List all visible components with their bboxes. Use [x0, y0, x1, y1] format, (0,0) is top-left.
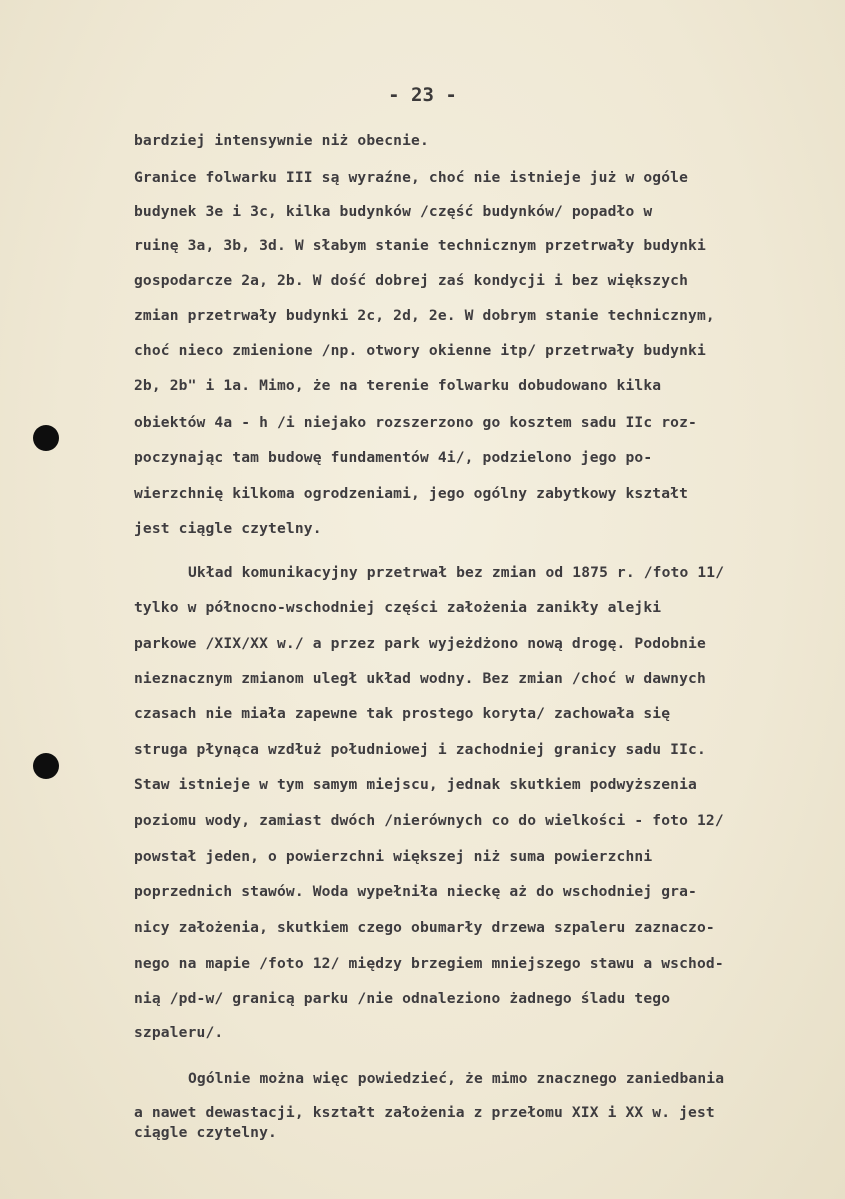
text-line: nieznacznym zmianom uległ układ wodny. Bez zmian /choć w dawnych	[134, 670, 706, 687]
text-line: obiektów 4a - h /i niejako rozszerzono go kosztem sadu IIc roz-	[134, 414, 697, 431]
text-line: czasach nie miała zapewne tak prostego koryta/ zachowała się	[134, 705, 671, 722]
text-line: budynek 3e i 3c, kilka budynków /część budynków/ popadło w	[134, 203, 653, 220]
punch-hole	[33, 753, 59, 779]
text-line: nego na mapie /foto 12/ między brzegiem mniejszego stawu a wschod-	[134, 955, 724, 972]
punch-hole	[33, 425, 59, 451]
text-line: bardziej intensywnie niż obecnie.	[134, 132, 429, 149]
page-number: - 23 -	[388, 84, 457, 106]
text-line: choć nieco zmienione /np. otwory okienne itp/ przetrwały budynki	[134, 342, 706, 359]
text-line: poziomu wody, zamiast dwóch /nierównych co do wielkości - foto 12/	[134, 812, 724, 829]
text-line: zmian przetrwały budynki 2c, 2d, 2e. W dobrym stanie technicznym,	[134, 307, 715, 324]
text-line: a nawet dewastacji, kształt założenia z przełomu XIX i XX w. jest	[134, 1104, 715, 1121]
text-line: poprzednich stawów. Woda wypełniła nieckę aż do wschodniej gra-	[134, 883, 697, 900]
text-line: gospodarcze 2a, 2b. W dość dobrej zaś kondycji i bez większych	[134, 272, 689, 289]
text-line: parkowe /XIX/XX w./ a przez park wyjeżdżono nową drogę. Podobnie	[134, 635, 706, 652]
text-line: powstał jeden, o powierzchni większej niż suma powierzchni	[134, 848, 653, 865]
text-line: poczynając tam budowę fundamentów 4i/, podzielono jego po-	[134, 449, 653, 466]
text-line: ciągle czytelny.	[134, 1124, 277, 1141]
text-line: ruinę 3a, 3b, 3d. W słabym stanie technicznym przetrwały budynki	[134, 237, 706, 254]
text-line: jest ciągle czytelny.	[134, 520, 322, 537]
text-line: wierzchnię kilkoma ogrodzeniami, jego ogólny zabytkowy kształt	[134, 485, 689, 502]
text-line: struga płynąca wzdłuż południowej i zachodniej granicy sadu IIc.	[134, 741, 706, 758]
text-line: Granice folwarku III są wyraźne, choć nie istnieje już w ogóle	[134, 169, 689, 186]
text-line: 2b, 2b" i 1a. Mimo, że na terenie folwarku dobudowano kilka	[134, 377, 662, 394]
text-line: nicy założenia, skutkiem czego obumarły drzewa szpaleru zaznaczo-	[134, 919, 715, 936]
text-line: Staw istnieje w tym samym miejscu, jednak skutkiem podwyższenia	[134, 776, 697, 793]
text-line: Ogólnie można więc powiedzieć, że mimo znacznego zaniedbania	[188, 1070, 725, 1087]
text-line: Układ komunikacyjny przetrwał bez zmian od 1875 r. /foto 11/	[188, 564, 725, 581]
text-line: tylko w północno-wschodniej części założenia zanikły alejki	[134, 599, 662, 616]
text-line: szpaleru/.	[134, 1024, 224, 1041]
text-line: nią /pd-w/ granicą parku /nie odnaleziono żadnego śladu tego	[134, 990, 671, 1007]
